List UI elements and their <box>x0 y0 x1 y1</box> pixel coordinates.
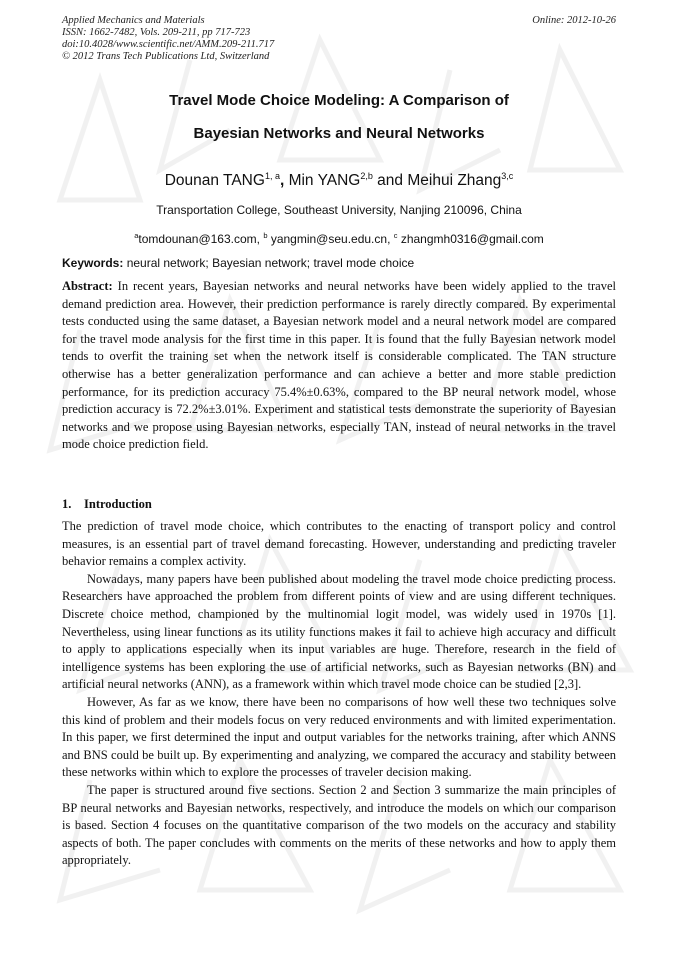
intro-paragraph-1: The prediction of travel mode choice, which contributes to the enacting of transport policy and control measures, is an essential part of travel demand forecasting. However, understanding and predicting traveler behavior remains a complex activity. <box>62 519 616 569</box>
introduction-body <box>62 518 616 870</box>
email-b-mark: b <box>263 231 268 240</box>
author-3: Meihui Zhang <box>407 172 502 189</box>
journal-header <box>62 15 616 63</box>
author-2: Min YANG <box>288 172 361 189</box>
journal-doi: doi:10.4028/www.scientific.net/AMM.209-211.717 <box>62 39 275 50</box>
keywords <box>62 256 616 270</box>
intro-paragraph-3: However, As far as we know, there have been no comparisons of how well these two techniques solve this kind of problem and their models focus on very reduced environments and with limited experimentation. In this paper, we first determined the input and output variables for the networks training, after which ANNS and BNS could be built up. By experimenting and analyzing, we compared the accuracy and stability between these networks within which to explore the processes of traveler decision making. <box>62 694 616 780</box>
author-1-affil-mark: 1, a <box>264 171 280 181</box>
email-a-mark: a <box>134 231 139 240</box>
email-c-mark: c <box>393 231 398 240</box>
journal-issn: ISSN: 1662-7482, Vols. 209-211, pp 717-723 <box>62 27 251 38</box>
author-3-affil-mark: 3,c <box>501 171 514 181</box>
section-title: Introduction <box>84 497 152 511</box>
affiliation: Transportation College, Southeast University, Nanjing 210096, China <box>156 203 522 217</box>
online-date: Online: 2012-10-26 <box>532 15 616 26</box>
section-number: 1. <box>62 497 72 511</box>
paper-title-line-2: Bayesian Networks and Neural Networks <box>193 125 485 142</box>
email-a[interactable]: tomdounan@163.com, <box>138 232 264 246</box>
abstract-label: Abstract: <box>62 279 113 293</box>
author-separator-2: and <box>372 172 408 189</box>
author-2-affil-mark: 2,b <box>360 171 373 181</box>
author-1: Dounan TANG <box>164 172 265 189</box>
journal-copyright: © 2012 Trans Tech Publications Ltd, Switzerland <box>62 51 270 62</box>
author-emails <box>30 228 648 247</box>
keywords-label: Keywords: <box>62 256 124 270</box>
section-heading-introduction <box>62 496 152 512</box>
email-b[interactable]: yangmin@seu.edu.cn, <box>267 232 394 246</box>
abstract <box>62 278 616 454</box>
intro-paragraph-4: The paper is structured around five sections. Section 2 and Section 3 summarize the main principles of BP neural networks and Bayesian networks, respectively, and introduce the models on which our comparison is based. Section 4 focuses on the quantitative comparison of the two models on the accuracy and stability aspects of both. The paper concludes with comments on the merits of these networks and how to apply them appropriately. <box>62 782 616 868</box>
author-list <box>30 166 648 191</box>
keywords-text: neural network; Bayesian network; travel mode choice <box>123 256 415 270</box>
abstract-text: In recent years, Bayesian networks and neural networks have been widely applied to the travel demand prediction area. However, their prediction performance is rarely directly compared. By experimental tests conducted using the same dataset, a Bayesian network model and a neural network model are compared for the travel mode analysis for the first time in this paper. It is found that the fully Bayesian network model tends to overfit the training set when the network itself is considerable complicated. The TAN structure otherwise has a better generalization performance and can achieve a better and more stable prediction performance, for its prediction accuracy 75.4%±0.63%, compared to the BP neural network model, whose prediction accuracy is 72.2%±3.01%. Experiment and statistical tests demonstrate the superiority of Bayesian networks and we propose using Bayesian networks, especially TAN, instead of neural networks in the travel mode choice prediction field. <box>62 279 616 452</box>
author-separator-1: , <box>279 172 289 189</box>
journal-name: Applied Mechanics and Materials <box>62 15 205 26</box>
intro-paragraph-2: Nowadays, many papers have been published about modeling the travel mode choice predicting process. Researchers have approached the problem from different points of view and are using different techniques. Discrete choice method, championed by the multinomial logit model, was widely used in 1970s [1]. Nevertheless, using linear functions as its utility functions makes it fail to achieve high accuracy and difficult to apply to applications especially when its input variables are huge. Therefore, research in the field of intelligence systems has been exploring the use of artificial networks, such as Bayesian networks (BN) and artificial neural networks (ANN), as a framework within which travel mode choice can be studied [2,3]. <box>62 571 616 692</box>
paper-title-line-1: Travel Mode Choice Modeling: A Comparison of <box>169 92 509 109</box>
email-c[interactable]: zhangmh0316@gmail.com <box>397 232 544 246</box>
